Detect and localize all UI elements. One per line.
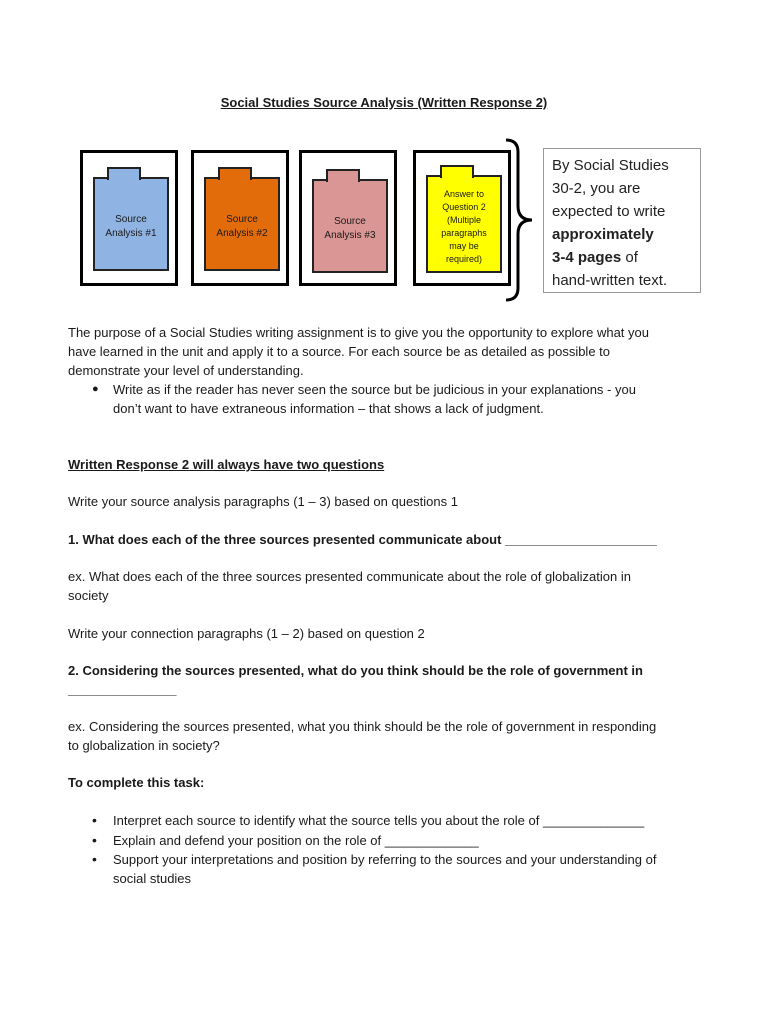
answer-page [413,150,511,286]
instruction-1: Write your source analysis paragraphs (1 – 3) based on questions 1 [68,494,458,509]
page-title: Social Studies Source Analysis (Written Response 2) [220,95,548,110]
source-analysis-3-box: Source Analysis #3 [312,179,388,273]
source-page-3 [299,150,397,286]
bullet-icon: • [92,832,97,848]
source-analysis-2-box: Source Analysis #2 [204,177,280,271]
bullet-icon: ● [92,383,99,395]
page-length-callout: By Social Studies 30-2, you are expected to write approximately 3-4 pages of hand-written text. [543,148,701,293]
answer-question-2-box: Answer to Question 2 (Multiple paragraphs may be required) [426,175,502,273]
question-2: 2. Considering the sources presented, what do you think should be the role of government in _______________ [68,663,643,697]
source-page-2 [191,150,289,286]
source-analysis-1-box: Source Analysis #1 [93,177,169,271]
bullet-icon: • [92,812,97,828]
section-heading: Written Response 2 will always have two questions [68,457,385,472]
example-2: ex. Considering the sources presented, what you think should be the role of government in responding to globalization in society? [68,719,657,753]
source-page-1 [80,150,178,286]
task-heading: To complete this task: [68,775,205,790]
intro-paragraph: The purpose of a Social Studies writing assignment is to give you the opportunity to explore what you have learned in the unit and apply it to a source. For each source be as detailed as possible to demonstrate your level of understanding. [68,325,649,378]
instruction-2: Write your connection paragraphs (1 – 2) based on question 2 [68,626,425,641]
question-1: 1. What does each of the three sources presented communicate about _____________________ [68,532,657,547]
bullet-icon: • [92,851,97,867]
document-page: Social Studies Source Analysis (Written Response 2) Source Analysis #1 Source Analysis #2 Source Analysis #3 Answer to Question 2 (Multiple paragraphs may be required) By Social Studies 30-2, you are expected to write approximately 3-4 pages of hand-written text. The purpose of a Social Studies writing assignment is to give you the opportunity to explore what you have learned in the unit and apply it to a source. For each source be as detailed as possible to demonstrate your level of understanding. ● Write as if the reader has never seen the source but be judicious in your explanations - you don’t want to have extraneous information – that shows a lack of judgment. Written Response 2 will always have two questions Write your source analysis paragraphs (1 – 3) based on questions 1 1. What does each of the three sources presented communicate about _____________________ ex. What does each of the three sources presented communicate about the role of globalization in society Write your connection paragraphs (1 – 2) based on question 2 2. Considering the sources presented, what do you think should be the role of government in _______________ ex. Considering the sources presented, what you think should be the role of government in responding to globalization in society? To complete this task: • Interpret each source to identify what the source tells you about the role of ______________ • Explain and defend your position on the role of _____________ • Support your interpretations and position by referring to the sources and your understanding of social studies [0,0,768,1024]
curly-bracket-icon [502,136,542,304]
example-1: ex. What does each of the three sources presented communicate about the role of globalization in society [68,569,631,603]
